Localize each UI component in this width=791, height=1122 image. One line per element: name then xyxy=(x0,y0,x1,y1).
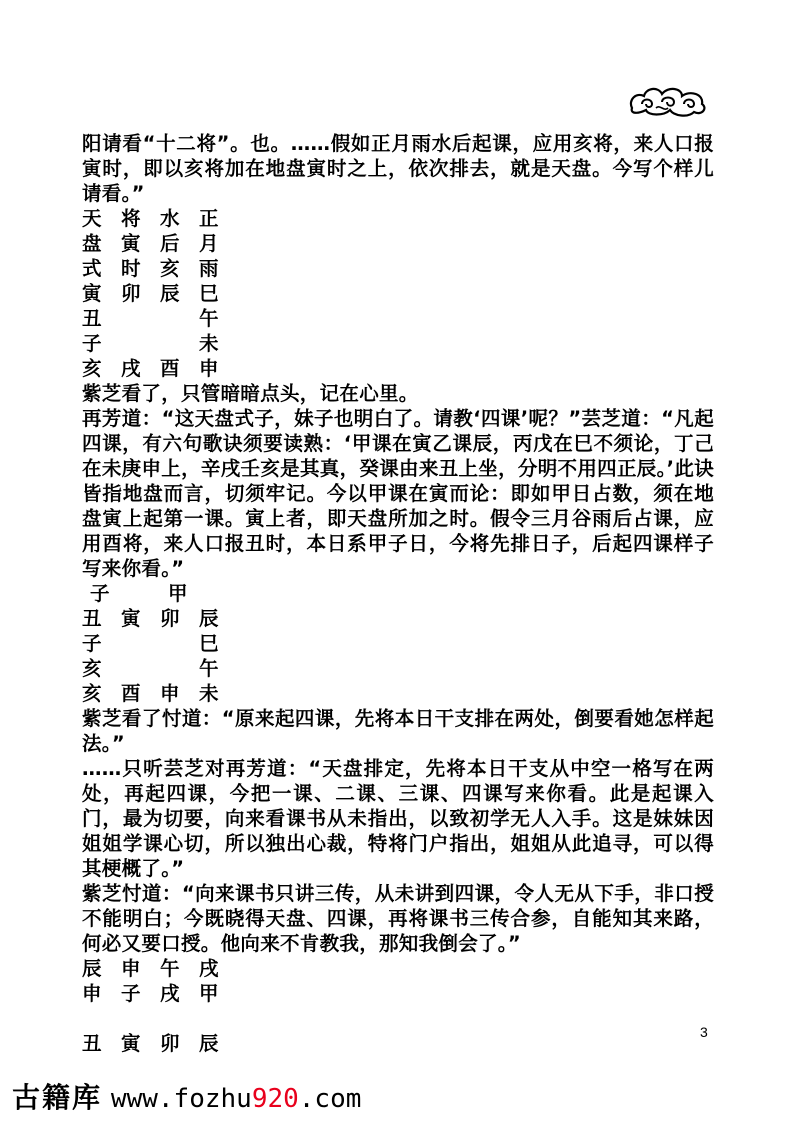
footer-url-number: 920 xyxy=(251,1084,299,1114)
grid-cell xyxy=(160,656,199,681)
grid-cell: 辰 xyxy=(199,1032,219,1055)
grid-row xyxy=(82,631,714,656)
grid-cell: 雨 xyxy=(199,257,219,280)
grid-cell: 亥 xyxy=(82,657,102,680)
grid-cell xyxy=(160,306,199,331)
grid-cell: 寅 xyxy=(121,607,141,630)
grid-row xyxy=(82,1031,714,1056)
grid-cell: 戌 xyxy=(199,957,219,980)
grid-cell: 寅 xyxy=(121,232,141,255)
grid-row xyxy=(82,981,714,1006)
grid-row xyxy=(82,281,714,306)
footer-url[interactable] xyxy=(111,1084,361,1114)
grid-cell: 水 xyxy=(160,207,180,230)
grid-cell: 卯 xyxy=(121,282,141,305)
grid-row xyxy=(82,331,714,356)
grid-cell: 辰 xyxy=(199,607,219,630)
grid-cell: 酉 xyxy=(121,682,141,705)
grid-cell: 甲 xyxy=(199,982,219,1005)
paragraph-5: ……只听芸芝对再芳道：“天盘排定，先将本日干支从中空一格写在两处，再起四课，今把一课、二课、三课、四课写来你看。此是起课入门，最为切要，向来看课书从未指出，以致初学无人入手。这是妹妹因姐姐学课心切，所以独出心裁，特将门户指出，姐姐从此追寻，可以得其梗概了。” xyxy=(82,757,714,880)
grid-cell: 申 xyxy=(160,682,180,705)
grid-cell: 戌 xyxy=(160,982,180,1005)
grid-cell: 巳 xyxy=(199,632,219,655)
page-number: 3 xyxy=(700,1024,708,1040)
grid-cell xyxy=(121,656,160,681)
grid-cell: 卯 xyxy=(160,1032,180,1055)
grid-row xyxy=(82,231,714,256)
footer-url-prefix: www.fozhu xyxy=(110,1084,252,1114)
grid-cell xyxy=(160,331,199,356)
grid-row xyxy=(82,581,714,606)
tianpan-grid xyxy=(82,206,714,381)
grid-cell: 后 xyxy=(160,232,180,255)
grid-cell: 子 xyxy=(121,982,141,1005)
paragraph-6: 紫芝忖道：“向来课书只讲三传，从未讲到四课，令人无从下手，非口授不能明白；今既晓得天盘、四课，再将课书三传合参，自能知其来路，何必又要口授。他向来不肯教我，那知我倒会了。” xyxy=(82,882,714,955)
grid-cell: 辰 xyxy=(82,957,102,980)
paragraph-1: 阳请看“十二将”。也。……假如正月雨水后起课，应用亥将，来人口报寅时，即以亥将加在地盘寅时之上，依次排去，就是天盘。今写个样儿请看。” xyxy=(82,132,714,205)
grid-row xyxy=(82,656,714,681)
grid-cell xyxy=(207,581,246,606)
grid-cell: 卯 xyxy=(160,607,180,630)
footer-url-suffix: .com xyxy=(298,1084,362,1114)
grid-cell: 亥 xyxy=(82,682,102,705)
cloud-swirl-icon xyxy=(628,82,710,118)
grid-row xyxy=(82,606,714,631)
grid-cell: 亥 xyxy=(160,257,180,280)
footer-site-name: 古籍库 xyxy=(12,1081,103,1114)
grid-row xyxy=(82,356,714,381)
footer-watermark xyxy=(12,1080,361,1117)
grid-row xyxy=(82,681,714,706)
grid-cell: 申 xyxy=(82,982,102,1005)
grid-cell: 月 xyxy=(199,232,219,255)
grid-cell: 申 xyxy=(199,357,219,380)
grid-cell: 午 xyxy=(199,307,219,330)
grid-cell: 盘 xyxy=(82,232,102,255)
grid-cell: 午 xyxy=(160,957,180,980)
grid-cell: 子 xyxy=(82,632,102,655)
grid-cell xyxy=(129,581,168,606)
grid-row xyxy=(82,306,714,331)
grid-cell xyxy=(121,331,160,356)
grid-cell: 甲 xyxy=(168,582,188,605)
grid-row xyxy=(82,956,714,981)
grid-cell xyxy=(160,631,199,656)
grid-cell: 丑 xyxy=(82,307,102,330)
paragraph-4: 紫芝看了忖道：“原来起四课，先将本日干支排在两处，倒要看她怎样起法。” xyxy=(82,707,714,755)
grid-cell: 时 xyxy=(121,257,141,280)
grid-cell: 巳 xyxy=(199,282,219,305)
grid-cell: 亥 xyxy=(82,357,102,380)
grid-cell: 寅 xyxy=(82,282,102,305)
grid-cell xyxy=(121,306,160,331)
grid-cell: 申 xyxy=(121,957,141,980)
grid-cell: 未 xyxy=(199,682,219,705)
grid-cell: 天 xyxy=(82,207,102,230)
grid-cell: 酉 xyxy=(160,357,180,380)
grid-cell: 未 xyxy=(199,332,219,355)
four-lessons-grid xyxy=(82,956,714,1006)
grid-cell: 戌 xyxy=(121,357,141,380)
grid-cell: 正 xyxy=(199,207,219,230)
grid-cell: 式 xyxy=(82,257,102,280)
grid-row xyxy=(82,206,714,231)
paragraph-3: 再芳道：“这天盘式子，妹子也明白了。请教‘四课’呢？”芸芝道：“凡起四课，有六句歌诀须要读熟：‘甲课在寅乙课辰，丙戊在巳不须论，丁己在未庚申上，辛戌壬亥是其真，癸课由来丑上坐，分明不用四正辰。’此诀皆指地盘而言，切须牢记。今以甲课在寅而论：即如甲日占数，须在地盘寅上起第一课。寅上者，即天盘所加之时。假令三月谷雨后占课，应用酉将，来人口报丑时，本日系甲子日，今将先排日子，后起四课样子写来你看。” xyxy=(82,407,714,580)
grid-cell: 寅 xyxy=(121,1032,141,1055)
paragraph-2: 紫芝看了，只管暗暗点头，记在心里。 xyxy=(82,382,419,405)
grid-cell: 子 xyxy=(90,582,110,605)
grid-cell: 子 xyxy=(82,332,102,355)
grid-cell: 丑 xyxy=(82,607,102,630)
grid-cell: 丑 xyxy=(82,1032,102,1055)
grid-cell xyxy=(121,631,160,656)
sike-grid xyxy=(82,581,714,706)
main-text xyxy=(82,131,714,1056)
grid-cell: 将 xyxy=(121,207,141,230)
branches-grid xyxy=(82,1031,714,1056)
grid-cell: 午 xyxy=(199,657,219,680)
grid-row xyxy=(82,256,714,281)
grid-cell: 辰 xyxy=(160,282,180,305)
